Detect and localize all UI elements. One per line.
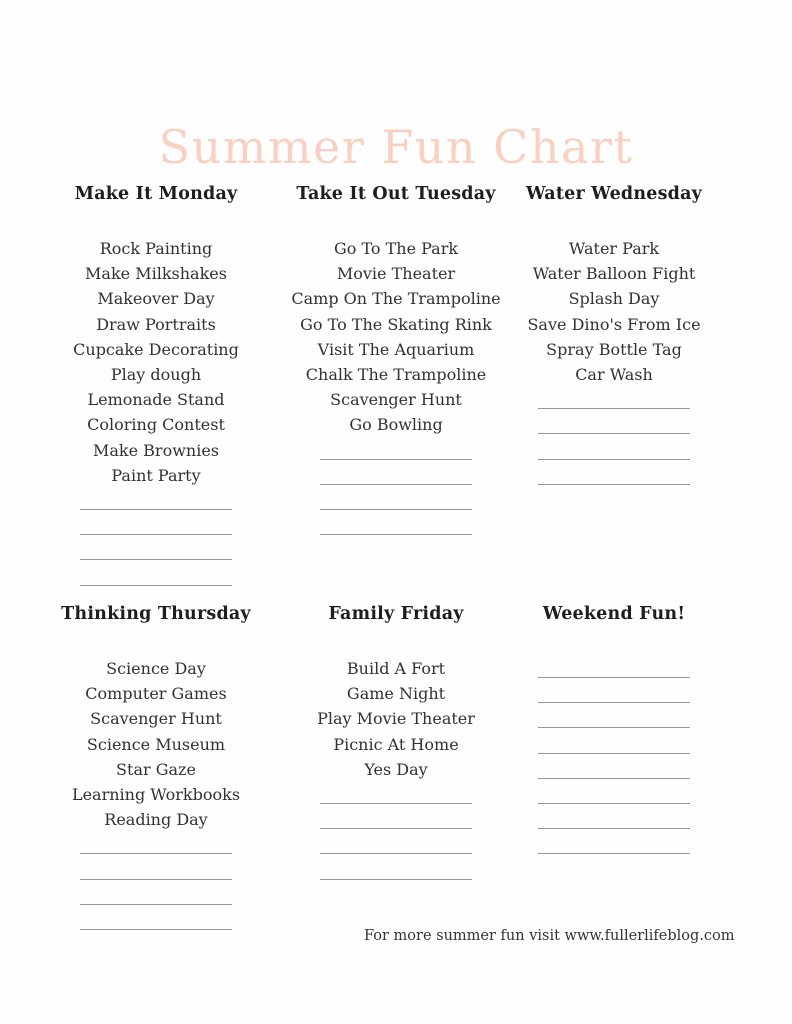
- activity-item: Scavenger Hunt: [330, 390, 462, 410]
- activity-list-thursday: [36, 656, 276, 933]
- blank-write-in-line: ___________________: [538, 390, 690, 410]
- footer-blog-link: For more summer fun visit www.fullerlifeblog.com: [364, 928, 735, 944]
- blank-write-in-line: ___________________: [320, 785, 472, 805]
- activity-list-monday: [36, 236, 276, 589]
- column-thinking-thursday: [36, 602, 276, 933]
- activity-item: Camp On The Trampoline: [291, 289, 501, 309]
- column-family-friday: [276, 602, 516, 883]
- page-title: Summer Fun Chart: [158, 119, 634, 174]
- blank-write-in-line: ___________________: [320, 835, 472, 855]
- blank-write-in-line: ___________________: [80, 516, 232, 536]
- activity-item: Go To The Park: [333, 239, 459, 258]
- blank-write-in-line: ___________________: [320, 810, 472, 830]
- blank-write-in-line: ___________________: [320, 465, 472, 485]
- activity-item: Splash Day: [568, 289, 660, 309]
- activity-item: Go To The Skating Rink: [300, 314, 492, 334]
- activity-item: Water Balloon Fight: [532, 264, 696, 284]
- column-water-wednesday: [494, 182, 734, 488]
- blank-write-in-line: ___________________: [538, 659, 690, 678]
- activity-item: Make Milkshakes: [85, 264, 227, 284]
- blank-write-in-line: ___________________: [80, 835, 232, 855]
- blank-write-in-line: ___________________: [538, 684, 690, 704]
- activity-item: Learning Workbooks: [71, 785, 241, 805]
- activity-list-wednesday: [494, 236, 734, 488]
- activity-item: Make Brownies: [92, 440, 219, 460]
- activity-item: Movie Theater: [336, 264, 456, 284]
- blank-write-in-line: ___________________: [538, 440, 690, 460]
- activity-item: Science Museum: [86, 734, 226, 754]
- blank-write-in-line: ___________________: [538, 785, 690, 805]
- activity-item: Visit The Aquarium: [317, 339, 475, 359]
- activity-item: Game Night: [346, 684, 446, 704]
- activity-item: Scavenger Hunt: [90, 709, 222, 729]
- activity-item: Computer Games: [85, 684, 227, 704]
- activity-item: Picnic At Home: [333, 734, 459, 754]
- activity-item: Makeover Day: [97, 289, 215, 309]
- blank-write-in-line: ___________________: [538, 415, 690, 435]
- blank-write-in-line: ___________________: [320, 860, 472, 880]
- column-header-monday: Make It Monday: [74, 184, 238, 204]
- blank-write-in-line: ___________________: [80, 860, 232, 880]
- activity-item: Save Dino's From Ice: [527, 314, 701, 334]
- blank-write-in-line: ___________________: [538, 465, 690, 485]
- blank-write-in-line: ___________________: [80, 911, 232, 931]
- activity-item: Play Movie Theater: [317, 709, 475, 729]
- activity-item: Spray Bottle Tag: [546, 339, 682, 359]
- blank-write-in-line: ___________________: [538, 759, 690, 779]
- activity-item: Cupcake Decorating: [73, 339, 239, 359]
- activity-item: Reading Day: [104, 810, 208, 830]
- activity-item: Yes Day: [364, 759, 428, 779]
- column-header-weekend: Weekend Fun!: [542, 604, 686, 624]
- activity-list-friday: [276, 656, 516, 883]
- activity-item: Chalk The Trampoline: [305, 365, 487, 385]
- activity-item: Build A Fort: [346, 659, 446, 678]
- activity-item: Water Park: [568, 239, 660, 258]
- blank-write-in-line: ___________________: [538, 835, 690, 855]
- column-weekend-fun: [494, 602, 734, 858]
- blank-write-in-line: ___________________: [80, 541, 232, 561]
- blank-write-in-line: ___________________: [538, 709, 690, 729]
- activity-item: Coloring Contest: [87, 415, 225, 435]
- blank-write-in-line: ___________________: [80, 491, 232, 511]
- activity-item: Science Day: [106, 659, 206, 678]
- activity-list-tuesday: [276, 236, 516, 538]
- column-header-thursday: Thinking Thursday: [61, 604, 251, 624]
- activity-item: Paint Party: [111, 465, 201, 485]
- column-header-friday: Family Friday: [328, 604, 464, 624]
- activity-item: Lemonade Stand: [87, 390, 225, 410]
- activity-item: Go Bowling: [349, 415, 443, 435]
- activity-item: Rock Painting: [99, 239, 213, 258]
- column-header-wednesday: Water Wednesday: [525, 184, 703, 204]
- blank-write-in-line: ___________________: [538, 810, 690, 830]
- blank-write-in-line: ___________________: [320, 491, 472, 511]
- blank-write-in-line: ___________________: [80, 885, 232, 905]
- activity-item: Draw Portraits: [96, 314, 216, 334]
- activity-list-weekend: [494, 656, 734, 858]
- blank-write-in-line: ___________________: [320, 440, 472, 460]
- column-header-tuesday: Take It Out Tuesday: [296, 184, 496, 204]
- activity-item: Star Gaze: [116, 759, 196, 779]
- column-take-it-out-tuesday: [276, 182, 516, 538]
- activity-item: Car Wash: [575, 365, 653, 385]
- blank-write-in-line: ___________________: [80, 566, 232, 586]
- blank-write-in-line: ___________________: [538, 734, 690, 754]
- blank-write-in-line: ___________________: [320, 516, 472, 536]
- column-make-it-monday: [36, 182, 276, 589]
- activity-item: Play dough: [110, 365, 202, 385]
